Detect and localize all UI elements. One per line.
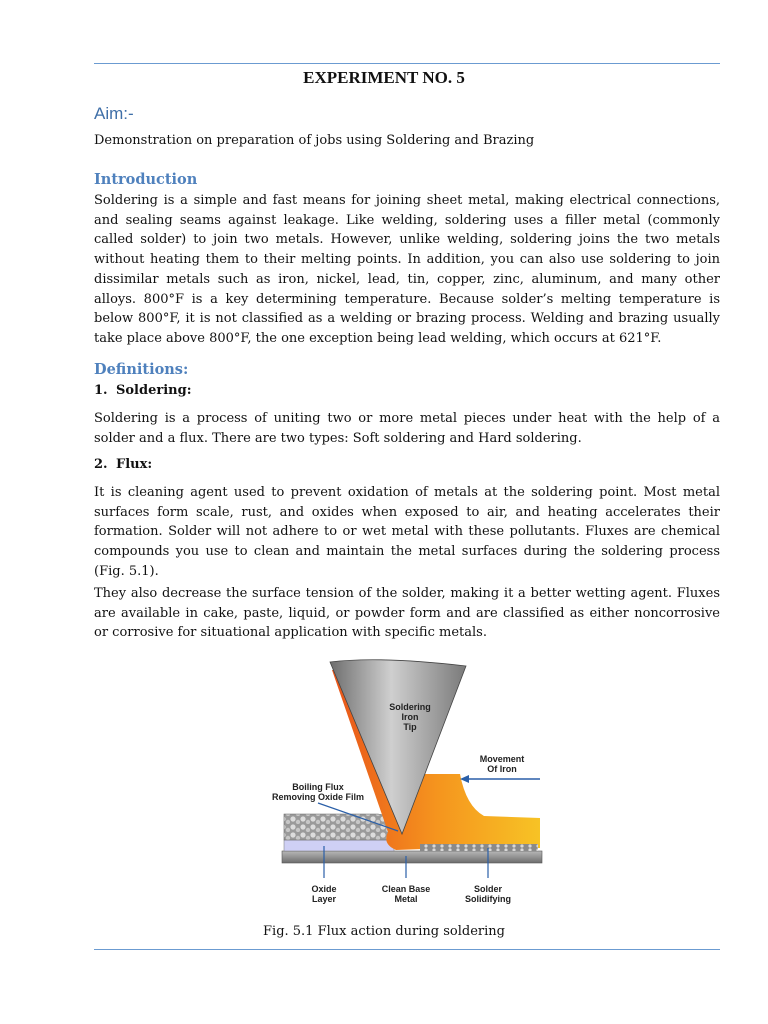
flux-paragraph-1: It is cleaning agent used to prevent oxidation of metals at the soldering point. Most metal surfaces form scale, rust, and oxides when exposed to air, and heating accelerates their formation. Solder will not adhere to or wet metal with these pollutants. Fluxes are chemical compounds you use to clean and maintain the metal surfaces during the soldering process (Fig. 5.1). bbox=[94, 485, 720, 579]
boiling-flux bbox=[284, 814, 394, 840]
definition-flux-heading bbox=[94, 457, 152, 472]
bottom-rule bbox=[94, 949, 720, 950]
figure-label-tip: Soldering bbox=[389, 702, 431, 712]
figure-label-movement: Of Iron bbox=[487, 764, 517, 774]
definitions-heading: Definitions: bbox=[94, 361, 189, 378]
figure-label-flux: Removing Oxide Film bbox=[271, 792, 365, 802]
figure-label-movement: Movement bbox=[479, 754, 525, 764]
figure-label-solder: Solidifying bbox=[465, 894, 511, 904]
figure-label-oxide: Oxide bbox=[311, 884, 337, 894]
figure-label-base: Clean Base bbox=[381, 884, 431, 894]
figure-label-flux: Boiling Flux bbox=[292, 782, 344, 792]
flux-action-diagram bbox=[270, 656, 550, 912]
top-rule bbox=[94, 63, 720, 64]
introduction-heading: Introduction bbox=[94, 171, 198, 188]
flux-action-figure bbox=[270, 656, 550, 912]
definition-number: 2. bbox=[94, 457, 108, 472]
introduction-paragraph: Soldering is a simple and fast means for joining sheet metal, making electrical connections, and sealing seams against leakage. Like welding, soldering uses a filler metal (commonly called solder) to join two metals. However, unlike welding, soldering joins the two metals without heating them to their melting points. In addition, you can also use soldering to join dissimilar metals such as iron, nickel, lead, tin, copper, zinc, aluminum, and many other alloys. 800°F is a key determining temperature. Because solder’s melting temperature is below 800°F, it is not classified as a welding or brazing process. Welding and brazing usually take place above 800°F, the one exception being lead welding, which occurs at 621°F. bbox=[94, 193, 720, 346]
oxide-layer bbox=[284, 840, 394, 851]
solidifying-solder bbox=[420, 844, 538, 851]
figure-label-tip: Tip bbox=[403, 722, 417, 732]
figure-label-oxide: Layer bbox=[311, 894, 337, 904]
flux-paragraph-2: They also decrease the surface tension of the solder, making it a better wetting agent. Fluxes are available in cake, paste, liquid, or powder form and are classified as either noncorrosive or corrosive for situational application with specific metals. bbox=[94, 586, 720, 641]
figure-caption: Fig. 5.1 Flux action during soldering bbox=[263, 924, 505, 939]
aim-text: Demonstration on preparation of jobs using Soldering and Brazing bbox=[94, 133, 535, 148]
definition-term: Flux: bbox=[116, 457, 153, 472]
figure-label-tip: Iron bbox=[401, 712, 419, 722]
definition-soldering-heading bbox=[94, 383, 192, 398]
definition-number: 1. bbox=[94, 383, 108, 398]
figure-label-base: Metal bbox=[394, 894, 418, 904]
definition-term: Soldering: bbox=[116, 383, 192, 398]
figure-label-solder: Solder bbox=[473, 884, 503, 894]
aim-heading: Aim:- bbox=[94, 104, 134, 123]
soldering-paragraph: Soldering is a process of uniting two or more metal pieces under heat with the help of a solder and a flux. There are two types: Soft soldering and Hard soldering. bbox=[94, 411, 720, 446]
page-title: EXPERIMENT NO. 5 bbox=[303, 68, 465, 87]
base-metal bbox=[282, 851, 542, 863]
